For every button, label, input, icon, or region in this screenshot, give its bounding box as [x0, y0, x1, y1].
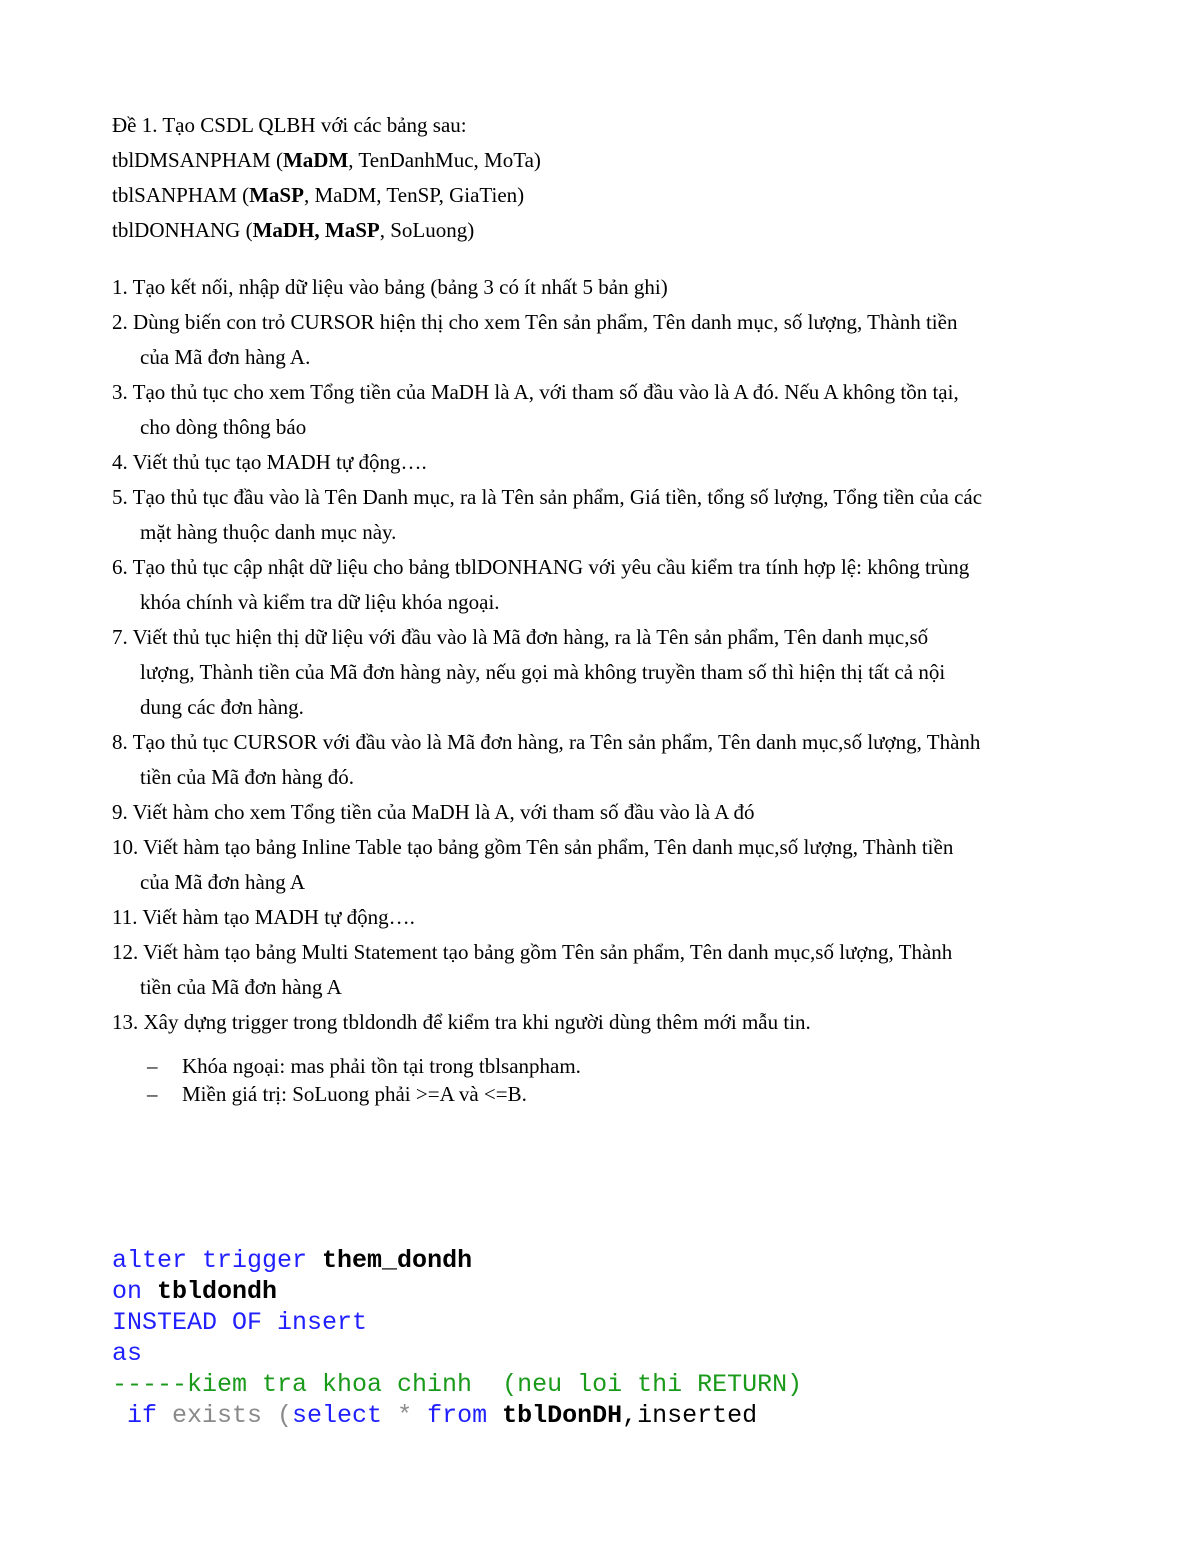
task-item-9: 9. Viết hàm cho xem Tổng tiền của MaDH là A, với tham số đầu vào là A đó: [112, 800, 755, 824]
exam-title: Đề 1. Tạo CSDL QLBH với các bảng sau:: [112, 113, 467, 137]
code-line-5: -----kiem tra khoa chinh (neu loi thi RETURN): [112, 1370, 803, 1399]
sql-code-block: [112, 1245, 802, 1431]
document-body: [112, 108, 1112, 1108]
task-item-5: 5. Tạo thủ tục đầu vào là Tên Danh mục, ra là Tên sản phẩm, Giá tiền, tổng số lượng, Tổng tiền của các mặt hàng thuộc danh mục này.: [112, 485, 983, 544]
task-list: [112, 270, 1112, 1040]
task-item-8: 8. Tạo thủ tục CURSOR với đầu vào là Mã đơn hàng, ra Tên sản phẩm, Tên danh mục,số lượng, Thành tiền của Mã đơn hàng đó.: [112, 730, 981, 789]
task-item-13: 13. Xây dựng trigger trong tbldondh để kiểm tra khi người dùng thêm mới mẫu tin.: [112, 1010, 811, 1034]
table-def-dmsanpham: tblDMSANPHAM (MaDM, TenDanhMuc, MoTa): [112, 148, 541, 172]
code-line-6: if exists (select * from tblDonDH,inserted: [112, 1401, 758, 1430]
code-line-1: alter trigger them_dondh: [112, 1246, 473, 1275]
constraint-item: – Khóa ngoại: mas phải tồn tại trong tblsanpham.: [147, 1054, 581, 1078]
task-item-7: 7. Viết thủ tục hiện thị dữ liệu với đầu vào là Mã đơn hàng, ra là Tên sản phẩm, Tên danh mục,số lượng, Thành tiền của Mã đơn hàng này, nếu gọi mà không truyền tham số thì hiện thị tất cả nội dung các đơn hàng.: [112, 625, 946, 719]
task-item-4: 4. Viết thủ tục tạo MADH tự động….: [112, 450, 427, 474]
constraint-item: – Miền giá trị: SoLuong phải >=A và <=B.: [147, 1082, 527, 1106]
task-item-3: 3. Tạo thủ tục cho xem Tổng tiền của MaDH là A, với tham số đầu vào là A đó. Nếu A không tồn tại, cho dòng thông báo: [112, 380, 959, 439]
table-def-sanpham: tblSANPHAM (MaSP, MaDM, TenSP, GiaTien): [112, 183, 525, 207]
task-item-1: 1. Tạo kết nối, nhập dữ liệu vào bảng (bảng 3 có ít nhất 5 bản ghi): [112, 275, 668, 299]
dash-bullet-icon: –: [147, 1082, 158, 1106]
code-line-4: as: [112, 1339, 143, 1368]
code-line-3: INSTEAD OF insert: [112, 1308, 368, 1337]
constraint-list: [147, 1052, 1112, 1108]
task-item-6: 6. Tạo thủ tục cập nhật dữ liệu cho bảng tblDONHANG với yêu cầu kiểm tra tính hợp lệ: không trùng khóa chính và kiểm tra dữ liệu khóa ngoại.: [112, 555, 970, 614]
task-item-12: 12. Viết hàm tạo bảng Multi Statement tạo bảng gồm Tên sản phẩm, Tên danh mục,số lượng, Thành tiền của Mã đơn hàng A: [112, 940, 953, 999]
code-line-2: on tbldondh: [112, 1277, 278, 1306]
task-item-10: 10. Viết hàm tạo bảng Inline Table tạo bảng gồm Tên sản phẩm, Tên danh mục,số lượng, Thành tiền của Mã đơn hàng A: [112, 835, 954, 894]
table-def-donhang: tblDONHANG (MaDH, MaSP, SoLuong): [112, 218, 475, 242]
task-item-2: 2. Dùng biến con trỏ CURSOR hiện thị cho xem Tên sản phẩm, Tên danh mục, số lượng, Thành tiền của Mã đơn hàng A.: [112, 310, 958, 369]
dash-bullet-icon: –: [147, 1054, 158, 1078]
task-item-11: 11. Viết hàm tạo MADH tự động….: [112, 905, 415, 929]
